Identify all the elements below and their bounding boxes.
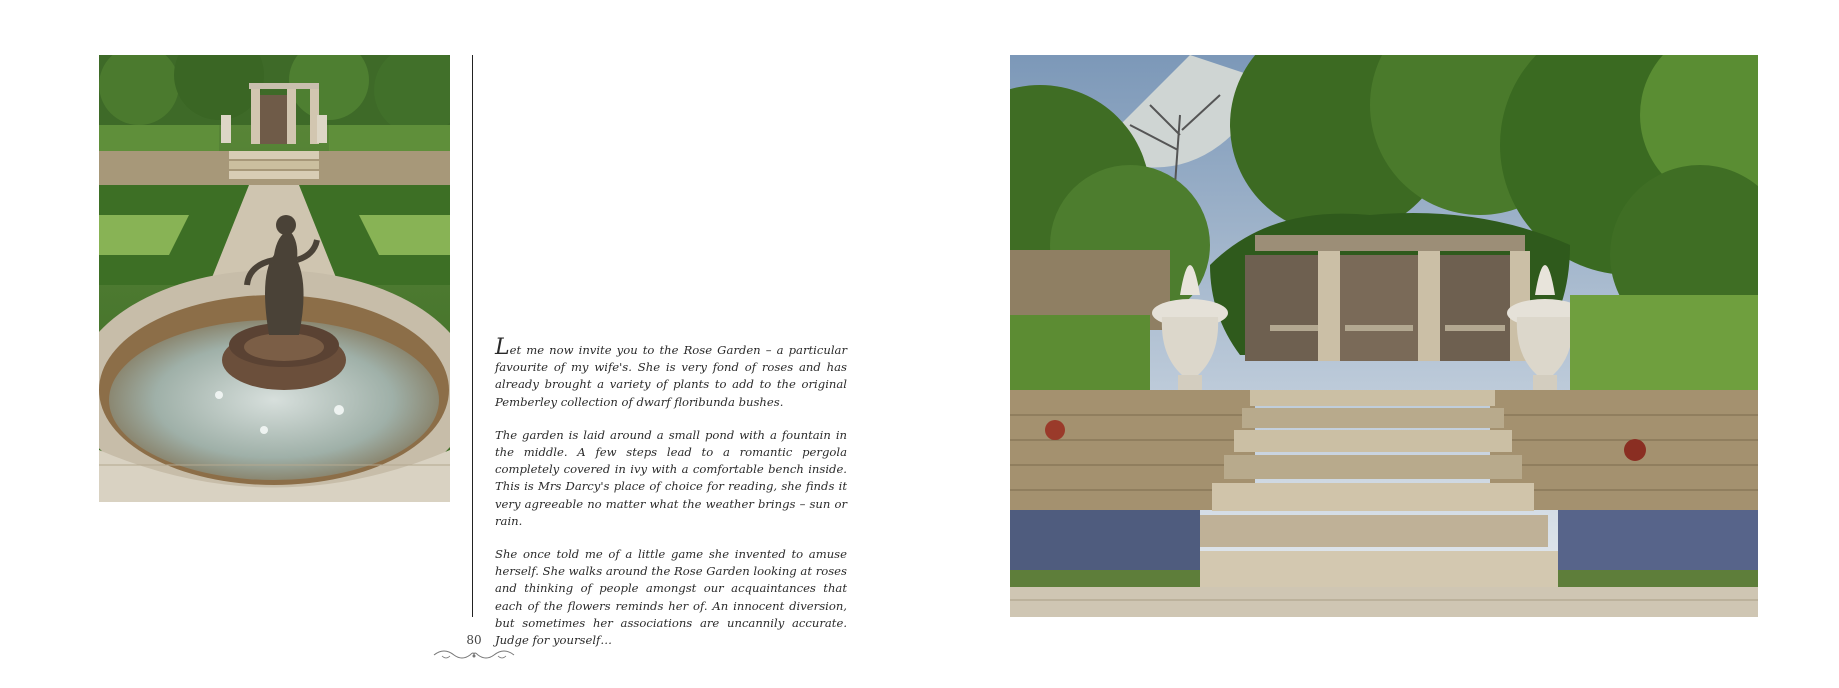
fountain-garden-illustration (99, 55, 450, 502)
paragraph-garden (495, 427, 847, 530)
ornament-flourish-icon (432, 647, 516, 663)
pergola-steps-illustration (1010, 55, 1758, 617)
paragraph-intro-text: et me now invite you to the Rose Garden – a particular favourite of my wife's. She is very fond of roses and has already brought a variety of plants to add to the original Pemberley collection of dwarf floribunda bushes. (495, 343, 847, 409)
body-text (495, 335, 847, 665)
column-divider-rule (472, 55, 473, 617)
drop-cap: L (495, 335, 510, 360)
paragraph-intro (495, 335, 847, 411)
page-number: 80 (466, 633, 482, 647)
paragraph-game-text: She once told me of a little game she invented to amuse herself. She walks around the Rose Garden looking at roses and thinking of people amongst our acquaintances that each of the flowers reminds her of. An innocent diversion, but sometimes her associations are uncannily accurate. Judge for yourself… (495, 547, 847, 648)
paragraph-garden-text: The garden is laid around a small pond with a fountain in the middle. A few steps lead to a romantic pergola completely covered in ivy with a comfortable bench inside. This is Mrs Darcy's place of choice for reading, she finds it very agreeable no matter what the weather brings – sun or rain. (495, 427, 847, 528)
paragraph-game (495, 546, 847, 649)
right-page (920, 0, 1839, 688)
